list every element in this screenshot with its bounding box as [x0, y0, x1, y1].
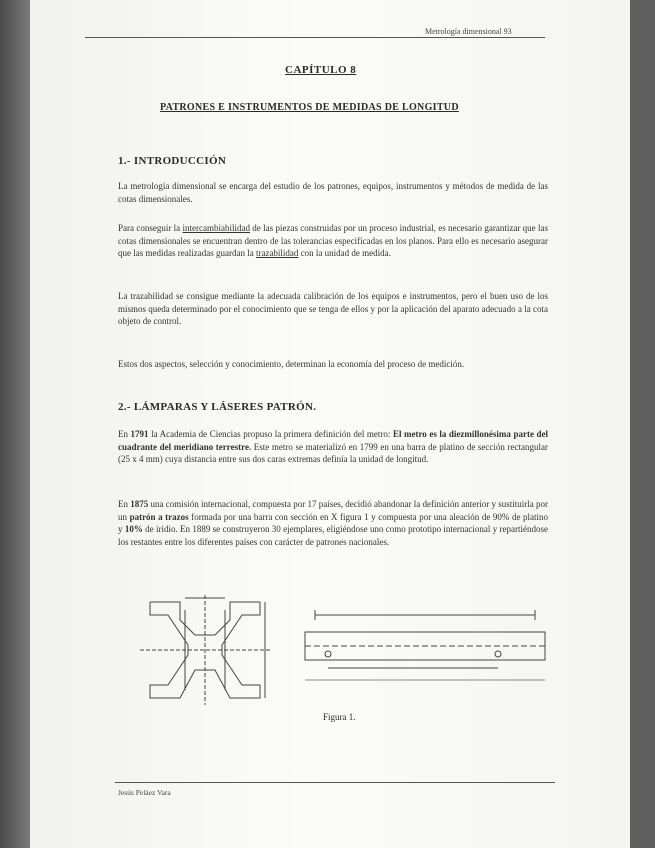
- bar-drawing: [305, 610, 545, 680]
- chapter-subtitle: PATRONES E INSTRUMENTOS DE MEDIDAS DE LONGITUD: [160, 102, 459, 113]
- running-header: Metrología dimensional 93: [425, 27, 512, 36]
- paragraph: En 1791 la Academia de Ciencias propuso la primera definición del metro: El metro es la diezmillonésima parte del cuadrante del meridiano terrestre. Este metro se materializó en 1799 en una barra de platino de sección rectangular (25 x 4 mm) cuya distancia entre sus dos caras extremas definía la unidad de longitud.: [118, 429, 549, 464]
- figure-caption: Figura 1.: [323, 712, 356, 722]
- paragraph: La trazabilidad se consigue mediante la adecuada calibración de los equipos e instrumentos, pero el buen uso de los mismos queda determinado por el conocimiento que se tenga de ellos y por la aplicación del aparato adecuado a la cota objeto de control.: [118, 291, 548, 326]
- footer-author: Jesús Peláez Vara: [118, 788, 171, 797]
- section-heading-introduccion: 1.- INTRODUCCIÓN: [118, 155, 227, 167]
- paragraph: En 1875 una comisión internacional, compuesta por 17 países, decidió abandonar la definición anterior y sustituirla por un patrón a trazos formada por una barra con sección en X figura 1 y compuesta por una aleación de 90% de platino y 10% de iridio. En 1889 se construyeron 30 ejemplares, eligiéndose uno como prototipo internacional y repartiéndose los restantes entre los diferentes países con carácter de patrones nacionales.: [118, 499, 549, 547]
- chapter-title: CAPÍTULO 8: [285, 64, 357, 76]
- paragraph: La metrología dimensional se encarga del estudio de los patrones, equipos, instrumentos y métodos de medida de las cotas dimensionales.: [118, 181, 548, 204]
- figure-drawing: [140, 590, 550, 710]
- x-section-drawing: [140, 595, 270, 705]
- footer-rule: [115, 782, 555, 783]
- paragraph: Para conseguir la intercambiabilidad de las piezas construidas por un proceso industrial, es necesario garantizar que las cotas dimensionales se encuentran dentro de las tolerancias especificadas en los planos. Para ello es necesario asegurar que las medidas realizadas guardan la trazabilidad con la unidad de medida.: [118, 223, 548, 258]
- scan-left-margin: [0, 0, 30, 848]
- header-rule: [85, 37, 545, 38]
- section-heading-lamparas: 2.- LÁMPARAS Y LÁSERES PATRÓN.: [118, 401, 317, 413]
- figure-1: [140, 590, 550, 710]
- paragraph: Estos dos aspectos, selección y conocimiento, determinan la economía del proceso de medición.: [118, 359, 465, 369]
